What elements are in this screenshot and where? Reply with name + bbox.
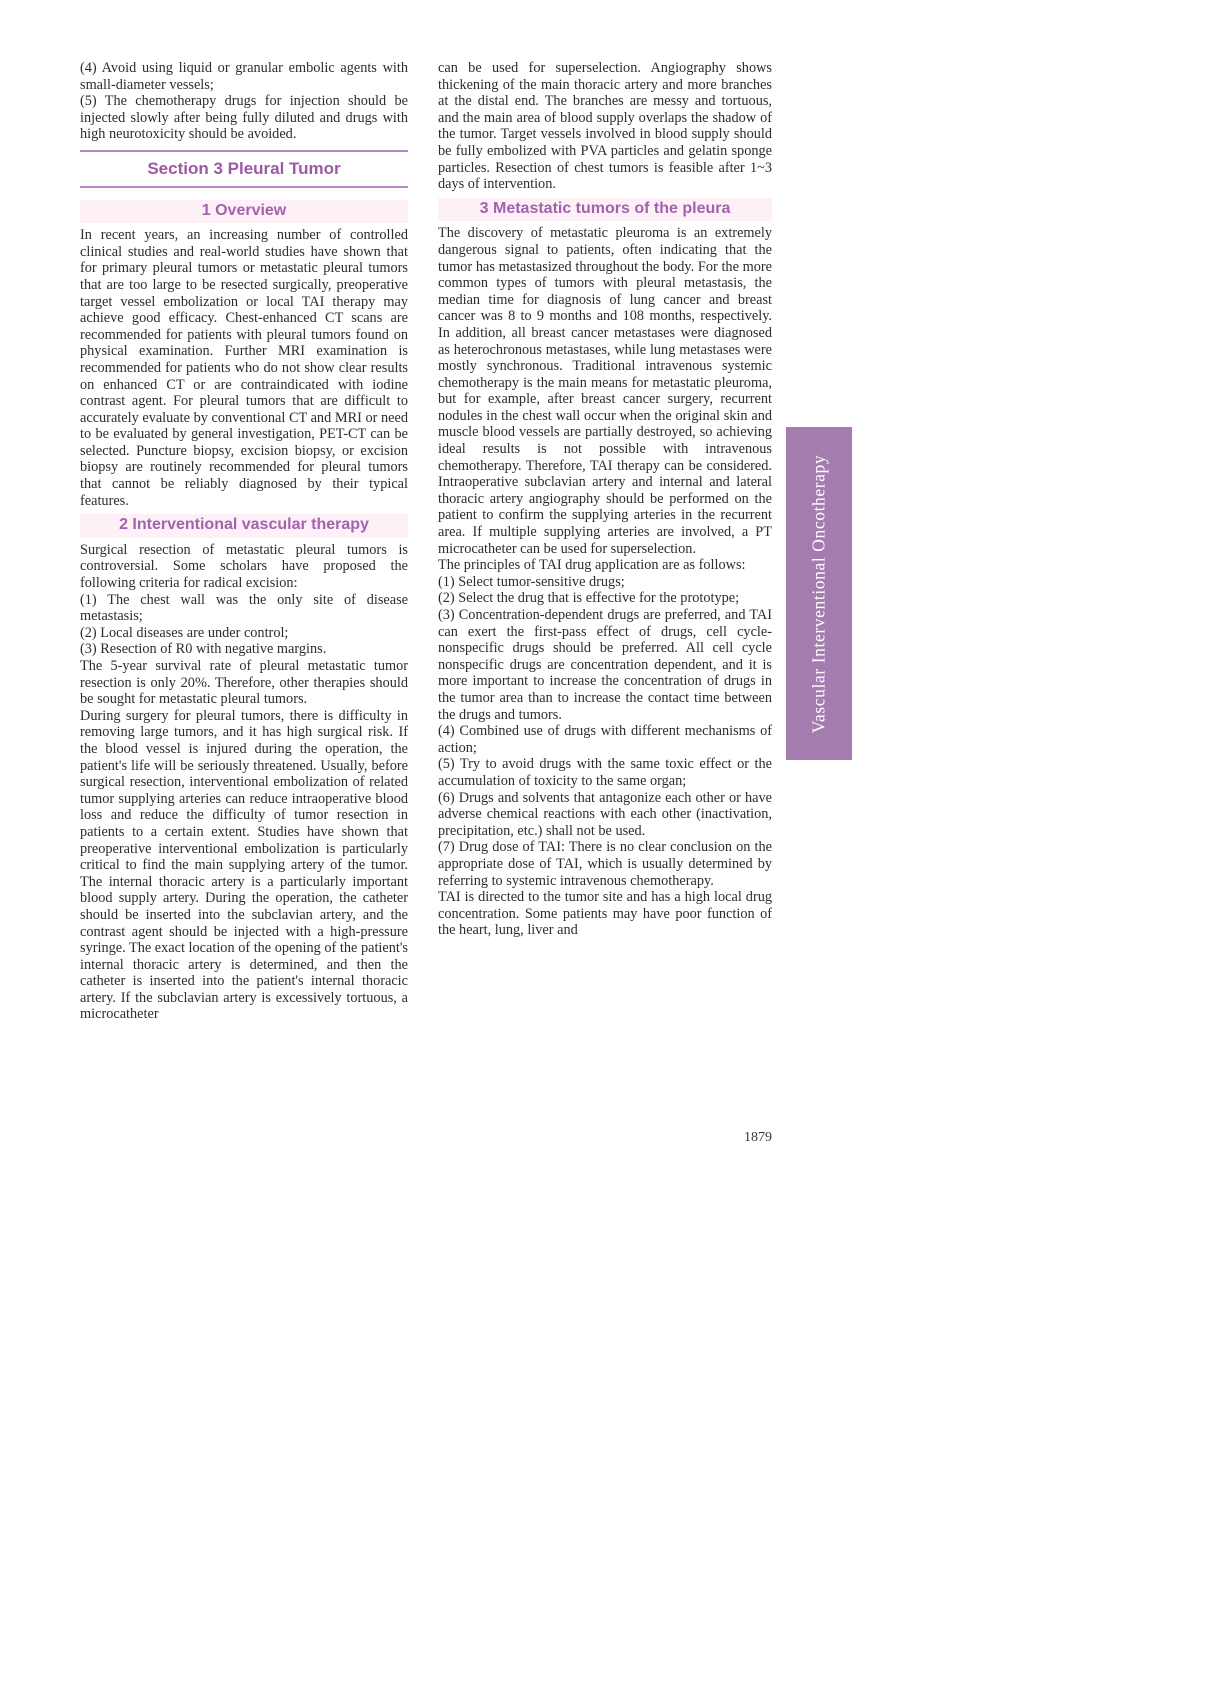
paragraph: (4) Combined use of drugs with different mechanisms of action; <box>438 723 772 756</box>
paragraph: can be used for superselection. Angiography shows thickening of the main thoracic artery and more branches at the distal end. The branches are messy and tortuous, and the main area of blood supply overlaps the shadow of the tumor. Target vessels involved in blood supply should be fully embolized with PVA particles and gelatin sponge particles. Resection of chest tumors is feasible after 1~3 days of intervention. <box>438 60 772 193</box>
paragraph: TAI is directed to the tumor site and has a high local drug concentration. Some patients may have poor function of the heart, lung, liver and <box>438 889 772 939</box>
left-column <box>80 60 408 1023</box>
subsection-header-overview: 1 Overview <box>80 200 408 224</box>
paragraph: The 5-year survival rate of pleural metastatic tumor resection is only 20%. Therefore, other therapies should be sought for metastatic pleural tumors. <box>80 658 408 708</box>
paragraph: (1) The chest wall was the only site of disease metastasis; <box>80 591 408 625</box>
chapter-edge-tab-label: Vascular Interventional Oncotherapy <box>808 454 829 733</box>
paragraph: The discovery of metastatic pleuroma is an extremely dangerous signal to patients, often indicating that the tumor has metastasized throughout the body. For the more common types of tumors with pleural metastasis, the median time for diagnosis of lung cancer and breast cancer was 8 to 9 months and 108 months, respectively. In addition, all breast cancer metastases were diagnosed as heterochronous metastases, while lung metastases were mostly synchronous. Traditional intravenous systemic chemotherapy is the main means for metastatic pleuroma, but for example, after breast cancer surgery, recurrent nodules in the chest wall occur when the original skin and muscle blood vessels are partially destroyed, so achieving ideal results is not possible with intravenous chemotherapy. Therefore, TAI therapy can be considered. Intraoperative subclavian artery and internal and lateral thoracic artery angiography should be performed on the patient to confirm the supplying arteries in the recurrent area. If multiple supplying arteries are involved, a PT microcatheter can be used for superselection. <box>438 225 772 557</box>
paragraph: (3) Concentration-dependent drugs are preferred, and TAI can exert the first-pass effect of drugs, cell cycle-nonspecific drugs should be preferred. All cell cycle nonspecific drugs are concentration dependent, and it is more important to increase the concentration of drugs in the tumor area than to increase the contact time between the drugs and tumors. <box>438 607 772 723</box>
paragraph: (6) Drugs and solvents that antagonize each other or have adverse chemical reactions with each other (inactivation, precipitation, etc.) shall not be used. <box>438 789 772 839</box>
paragraph: The principles of TAI drug application are as follows: <box>438 557 746 574</box>
section-title: Section 3 Pleural Tumor <box>80 150 408 188</box>
paragraph: In recent years, an increasing number of controlled clinical studies and real-world studies have shown that for primary pleural tumors or metastatic pleural tumors that are too large to be resected surgically, preoperative target vessel embolization or local TAI therapy may achieve good efficacy. Chest-enhanced CT scans are recommended for patients with pleural tumors found on physical examination. Further MRI examination is recommended for patients who do not show clear results on enhanced CT or are contraindicated with iodine contrast agent. For pleural tumors that are difficult to accurately evaluate by conventional CT and MRI or need to be evaluated by general investigation, PET-CT can be selected. Puncture biopsy, excision biopsy, or excision biopsy are routinely recommended for pleural tumors that cannot be reliably diagnosed by their typical features. <box>80 227 408 509</box>
chapter-edge-tab <box>786 427 852 760</box>
paragraph: (5) Try to avoid drugs with the same toxic effect or the accumulation of toxicity to the same organ; <box>438 756 772 789</box>
paragraph: (7) Drug dose of TAI: There is no clear conclusion on the appropriate dose of TAI, which is usually determined by referring to systemic intravenous chemotherapy. <box>438 839 772 889</box>
paragraph: (1) Select tumor-sensitive drugs; <box>438 573 625 590</box>
page-number: 1879 <box>744 1130 772 1145</box>
paragraph: (2) Local diseases are under control; <box>80 624 289 641</box>
subsection-header-interventional-vascular-therapy: 2 Interventional vascular therapy <box>80 514 408 538</box>
paragraph: (2) Select the drug that is effective for the prototype; <box>438 590 740 607</box>
paragraph: During surgery for pleural tumors, there is difficulty in removing large tumors, and it has high surgical risk. If the blood vessel is injured during the operation, the patient's life will be seriously threatened. Usually, before surgical resection, interventional embolization of related tumor supplying arteries can reduce intraoperative blood loss and reduce the difficulty of tumor resection in patients to a certain extent. Studies have shown that preoperative interventional embolization is particularly critical to find the main supplying artery of the tumor. The internal thoracic artery is a particularly important blood supply artery. During the operation, the catheter should be inserted into the subclavian artery, and the contrast agent should be injected with a high-pressure syringe. The exact location of the opening of the patient's internal thoracic artery is determined, and then the catheter is inserted into the patient's internal thoracic artery. If the subclavian artery is excessively tortuous, a microcatheter <box>80 707 408 1023</box>
paragraph: (4) Avoid using liquid or granular embolic agents with small-diameter vessels; <box>80 60 408 93</box>
right-column <box>438 60 772 939</box>
paragraph: (3) Resection of R0 with negative margins. <box>80 641 327 658</box>
paragraph: (5) The chemotherapy drugs for injection should be injected slowly after being fully diluted and drugs with high neurotoxicity should be avoided. <box>80 93 408 143</box>
subsection-header-metastatic-tumors: 3 Metastatic tumors of the pleura <box>438 198 772 222</box>
paragraph: Surgical resection of metastatic pleural tumors is controversial. Some scholars have proposed the following criteria for radical excision: <box>80 541 408 592</box>
